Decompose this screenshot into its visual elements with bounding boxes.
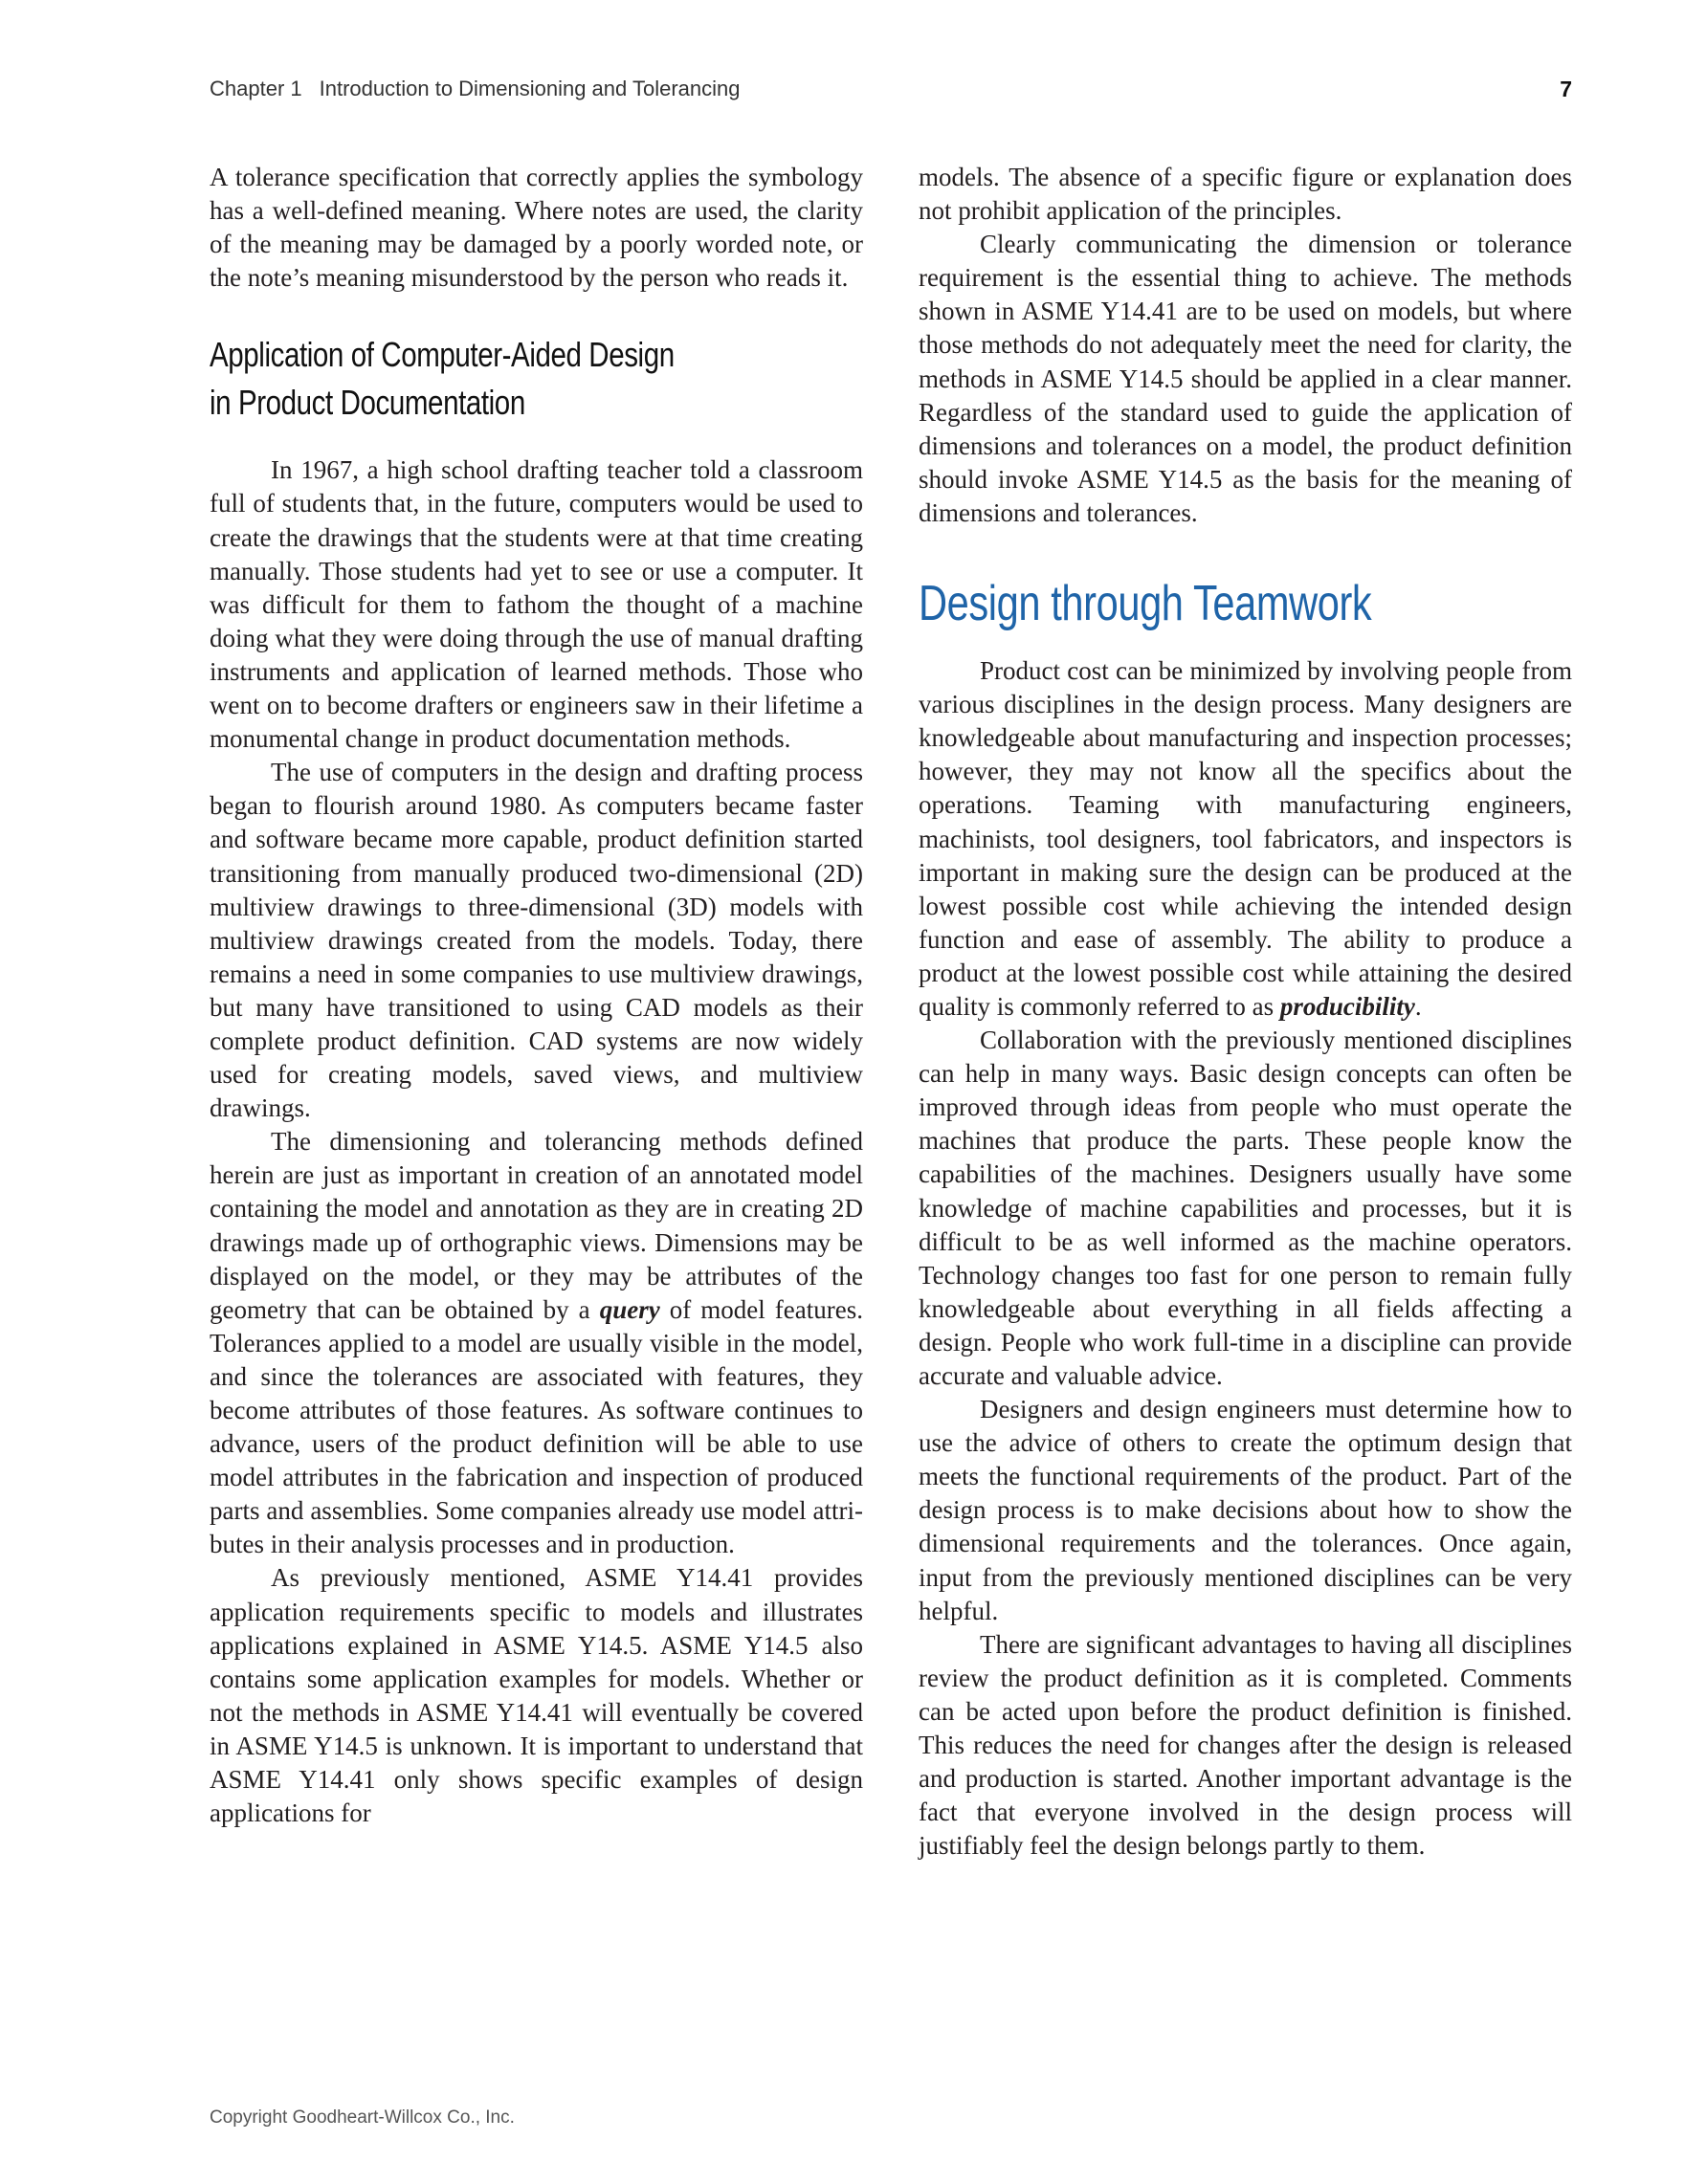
running-header <box>210 77 1572 109</box>
key-term: producibility <box>1279 991 1415 1021</box>
paragraph-text: of model features. Tolerances applied to a model are usually visible in the model, and since the tolerances are associated with features, they become attributes of those features. As software continues to advance, users of the product definition will be able to use model attributes in the fabrication and inspection of produced parts and assemblies. Some companies already use model attributes in their analysis processes and in production. <box>210 1294 863 1559</box>
key-term: query <box>599 1294 660 1324</box>
section-heading: Design through Teamwork <box>919 576 1372 632</box>
paragraph <box>919 654 1572 1024</box>
paragraph-text: The dimensioning and tolerancing methods defined herein are just as important in creation of an annotated model containing the model and annotation as they are in creating 2D drawings made up of orthographic views. Dimensions may be displayed on the model, or they may be attributes of the geometry that can be obtained by a <box>210 1127 863 1324</box>
chapter-title <box>210 77 741 101</box>
paragraph <box>210 1125 863 1561</box>
paragraph: Clearly communicating the dimension or tolerance requirement is the essential thing to achieve. The methods shown in ASME Y14.41 are to be used on models, but where those methods do not adequately meet the need for clarity, the methods in ASME Y14.5 should be applied in a clear manner. Regardless of the standard used to guide the application of dimensions and tolerances on a model, the product definition should invoke ASME Y14.5 as the basis for the meaning of dimensions and tolerances. <box>919 230 1572 527</box>
left-column <box>210 161 863 1830</box>
paragraph: There are significant advantages to having all disciplines review the product definition as it is completed. Comments can be acted upon before the product definition is finished. This reduces the need for changes after the design is released and production is started. Another important advantage is the fact that everyone involved in the design process will justifiably feel the design belongs partly to them. <box>919 1629 1572 1861</box>
chapter-label: Chapter 1 <box>210 77 302 100</box>
subheading-line-2: in Product Documentation <box>210 383 525 423</box>
section-subheading <box>210 331 863 427</box>
subheading-line-1: Application of Computer-Aided Design <box>210 335 675 375</box>
chapter-name: Introduction to Dimensioning and Tolerancing <box>319 77 741 100</box>
paragraph: A tolerance specification that correctly applies the symbology has a well-defined meaning. Where notes are used, the clarity of the meaning may be damaged by a poorly worded note, or the note’s meaning misunderstood by the person who reads it. <box>210 163 863 293</box>
paragraph: In 1967, a high school drafting teacher told a classroom full of students that, in the future, computers would be used to create the drawings that the students were at that time creating manually. Those students had yet to see or use a computer. It was difficult for them to fathom the thought of a machine doing what they were doing through the use of manual drafting instruments and application of learned methods. Those who went on to become drafters or engineers saw in their lifetime a monumental change in product documentation methods. <box>210 455 863 754</box>
page-number: 7 <box>1560 77 1572 101</box>
paragraph: As previously mentioned, ASME Y14.41 provides application requirements specific to models and illustrates applications explained in ASME Y14.5. ASME Y14.5 also contains some application examples for models. Whether or not the methods in ASME Y14.41 will eventually be covered in ASME Y14.5 is unknown. It is important to understand that ASME Y14.41 only shows specific examples of design applications for <box>210 1563 863 1828</box>
copyright-footer: Copyright Goodheart-Willcox Co., Inc. <box>210 2107 515 2128</box>
paragraph: Designers and design engineers must determine how to use the advice of others to create the optimum design that meets the functional requirements of the product. Part of the design process is to make decisions about how to show the dimensional requirements and the tolerances. Once again, input from the previously mentioned disciplines can be very helpful. <box>919 1395 1572 1625</box>
paragraph-text: . <box>1414 991 1422 1021</box>
right-column <box>919 161 1572 1863</box>
paragraph: models. The absence of a specific figure or explanation does not prohibit application of the principles. <box>919 163 1572 226</box>
paragraph: Collaboration with the previously mentioned disciplines can help in many ways. Basic design concepts can often be improved through ideas from people who must operate the machines that produce the parts. These people know the capabilities of the machines. Designers usually have some knowledge of machine capabilities and processes, but it is difficult to be as well informed as the machine operators. Technology changes too fast for one person to remain fully knowledgeable about everything in all fields affecting a design. People who work full-time in a discipline can provide accurate and valuable advice. <box>919 1026 1572 1390</box>
paragraph-text: Product cost can be minimized by involving people from various disciplines in the design process. Many designers are knowledgeable about manufacturing and inspection processes; however, they may not know all the specifics about the operations. Teaming with manufacturing engineers, machinists, tool designers, tool fabricators, and inspectors is important in making sure the design can be produced at the lowest possible cost while achieving the intended design function and ease of assembly. The ability to produce a product at the lowest possible cost while attaining the desired quality is commonly referred to as <box>919 656 1572 1021</box>
paragraph: The use of computers in the design and drafting process began to flourish around 1980. As computers became faster and software became more capable, product definition started transitioning from manually produced two-dimensional (2D) multiview drawings to three-dimensional (3D) models with multiview drawings created from the models. Today, there remains a need in some companies to use multiview drawings, but many have transitioned to using CAD models as their complete product definition. CAD systems are now widely used for creating models, saved views, and multiview drawings. <box>210 758 863 1123</box>
